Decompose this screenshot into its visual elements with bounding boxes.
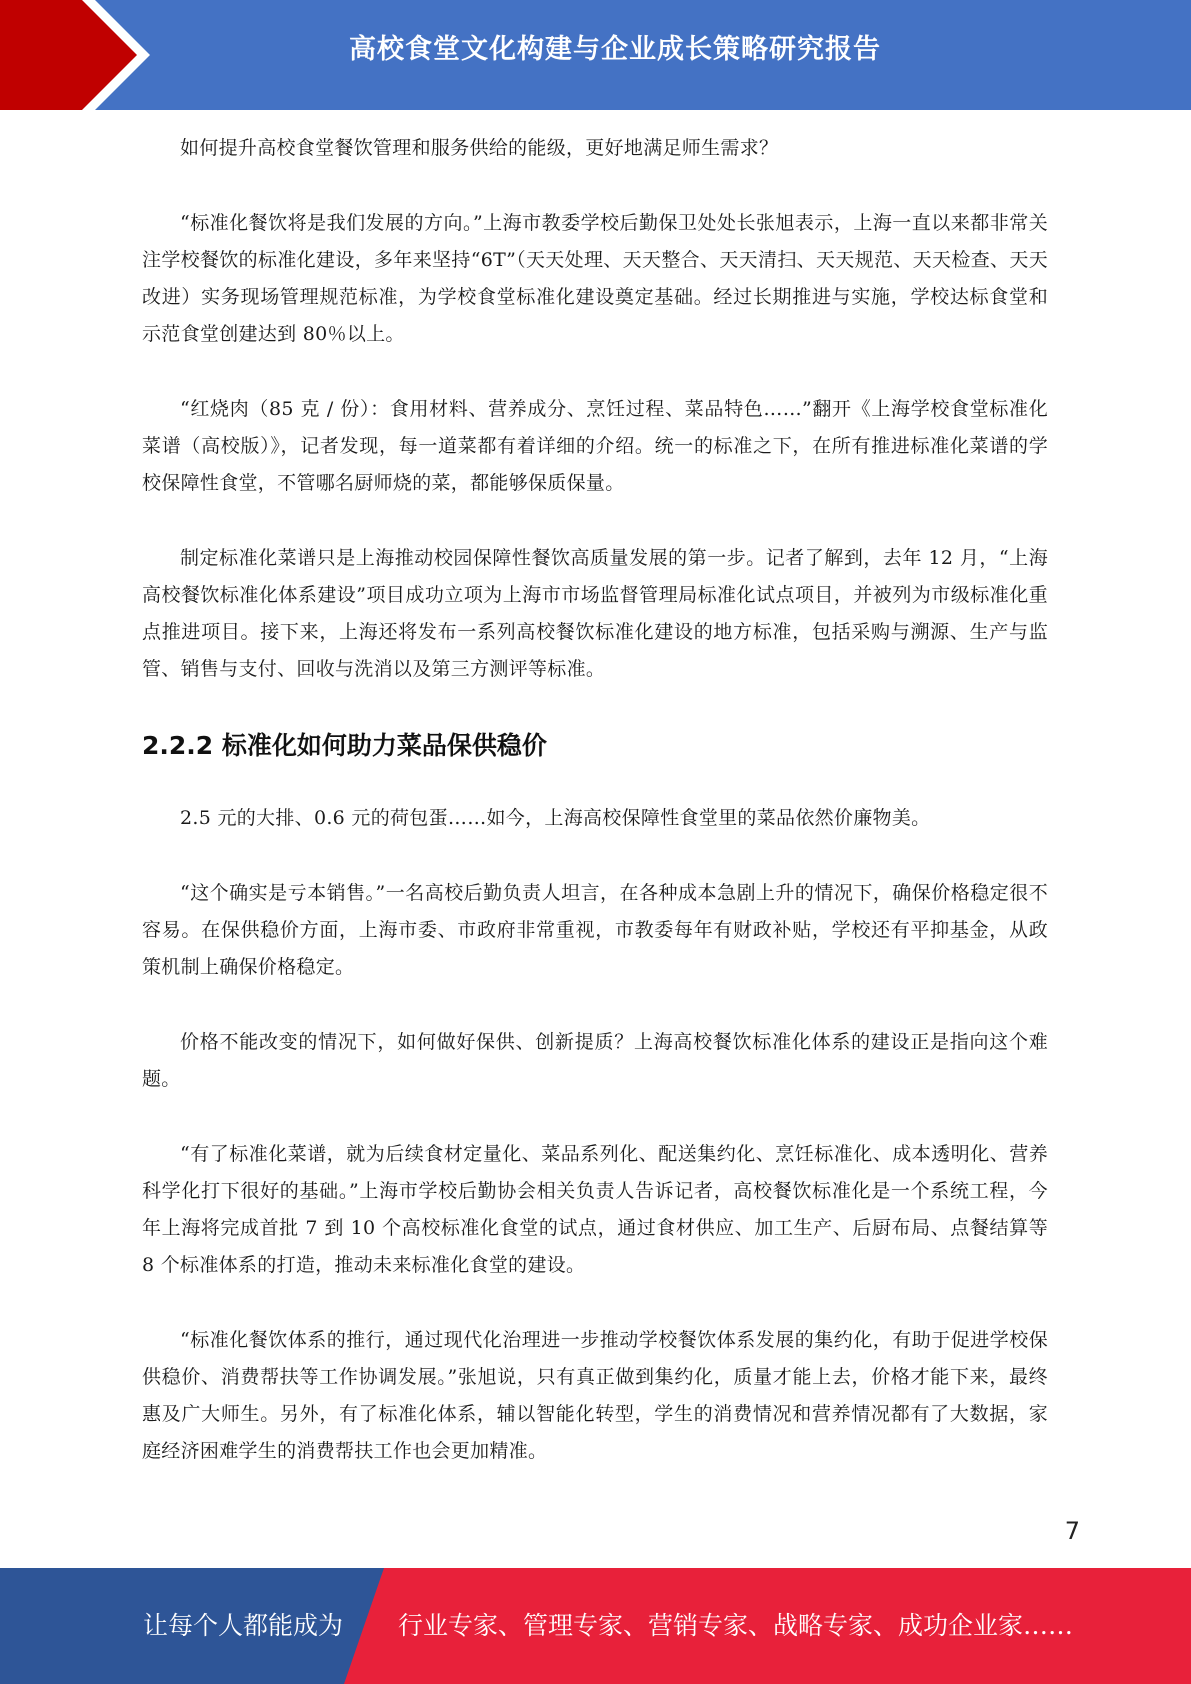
paragraph: “标准化餐饮体系的推行，通过现代化治理进一步推动学校餐饮体系发展的集约化，有助于促进学校保供稳价、消费帮扶等工作协调发展。”张旭说，只有真正做到集约化，质量才能上去，价格才能下来，最终惠及广大师生。另外，有了标准化体系，辅以智能化转型，学生的消费情况和营养情况都有了大数据，家庭经济困难学生的消费帮扶工作也会更加精准。 — [142, 1329, 1048, 1462]
footer-slogan-lead: 让每个人都能成为 — [143, 1611, 344, 1640]
paragraph: 制定标准化菜谱只是上海推动校园保障性餐饮高质量发展的第一步。记者了解到，去年 12 月，“上海高校餐饮标准化体系建设”项目成功立项为上海市市场监督管理局标准化试点项目，并被列为市级标准化重点推进项目。接下来，上海还将发布一系列高校餐饮标准化建设的地方标准，包括采购与溯源、生产与监管、销售与支付、回收与洗消以及第三方测评等标准。 — [142, 547, 1048, 680]
paragraph: “红烧肉（85 克 / 份）：食用材料、营养成分、烹饪过程、菜品特色……”翻开《上海学校食堂标准化菜谱（高校版）》，记者发现，每一道菜都有着详细的介绍。统一的标准之下，在所有推进标准化菜谱的学校保障性食堂，不管哪名厨师烧的菜，都能够保质保量。 — [142, 398, 1048, 494]
paragraph: “标准化餐饮将是我们发展的方向。”上海市教委学校后勤保卫处处长张旭表示，上海一直以来都非常关注学校餐饮的标准化建设，多年来坚持“6T”（天天处理、天天整合、天天清扫、天天规范、天天检查、天天改进）实务现场管理规范标准，为学校食堂标准化建设奠定基础。经过长期推进与实施，学校达标食堂和示范食堂创建达到 80％以上。 — [142, 212, 1048, 345]
paragraph: 价格不能改变的情况下，如何做好保供、创新提质？上海高校餐饮标准化体系的建设正是指向这个难题。 — [142, 1031, 1048, 1090]
section-heading: 2.2.2 标准化如何助力菜品保供稳价 — [142, 731, 547, 760]
paragraph: “这个确实是亏本销售。”一名高校后勤负责人坦言，在各种成本急剧上升的情况下，确保价格稳定很不容易。在保供稳价方面，上海市委、市政府非常重视，市教委每年有财政补贴，学校还有平抑基金，从政策机制上确保价格稳定。 — [142, 882, 1048, 978]
paragraph: “有了标准化菜谱，就为后续食材定量化、菜品系列化、配送集约化、烹饪标准化、成本透明化、营养科学化打下很好的基础。”上海市学校后勤协会相关负责人告诉记者，高校餐饮标准化是一个系统工程，今年上海将完成首批 7 到 10 个高校标准化食堂的试点，通过食材供应、加工生产、后厨布局、点餐结算等 8 个标准体系的打造，推动未来标准化食堂的建设。 — [142, 1143, 1048, 1276]
document-title: 高校食堂文化构建与企业成长策略研究报告 — [349, 34, 881, 65]
page-footer — [0, 1568, 1191, 1684]
paragraph: 2.5 元的大排、0.6 元的荷包蛋……如今，上海高校保障性食堂里的菜品依然价廉物美。 — [180, 807, 931, 829]
document-body — [142, 130, 1048, 1508]
page-number: 7 — [1064, 1517, 1080, 1545]
paragraph: 如何提升高校食堂餐饮管理和服务供给的能级，更好地满足师生需求？ — [180, 137, 779, 159]
footer-slogan-roles: 行业专家、管理专家、营销专家、战略专家、成功企业家…… — [398, 1611, 1074, 1640]
page-header — [0, 0, 1191, 110]
